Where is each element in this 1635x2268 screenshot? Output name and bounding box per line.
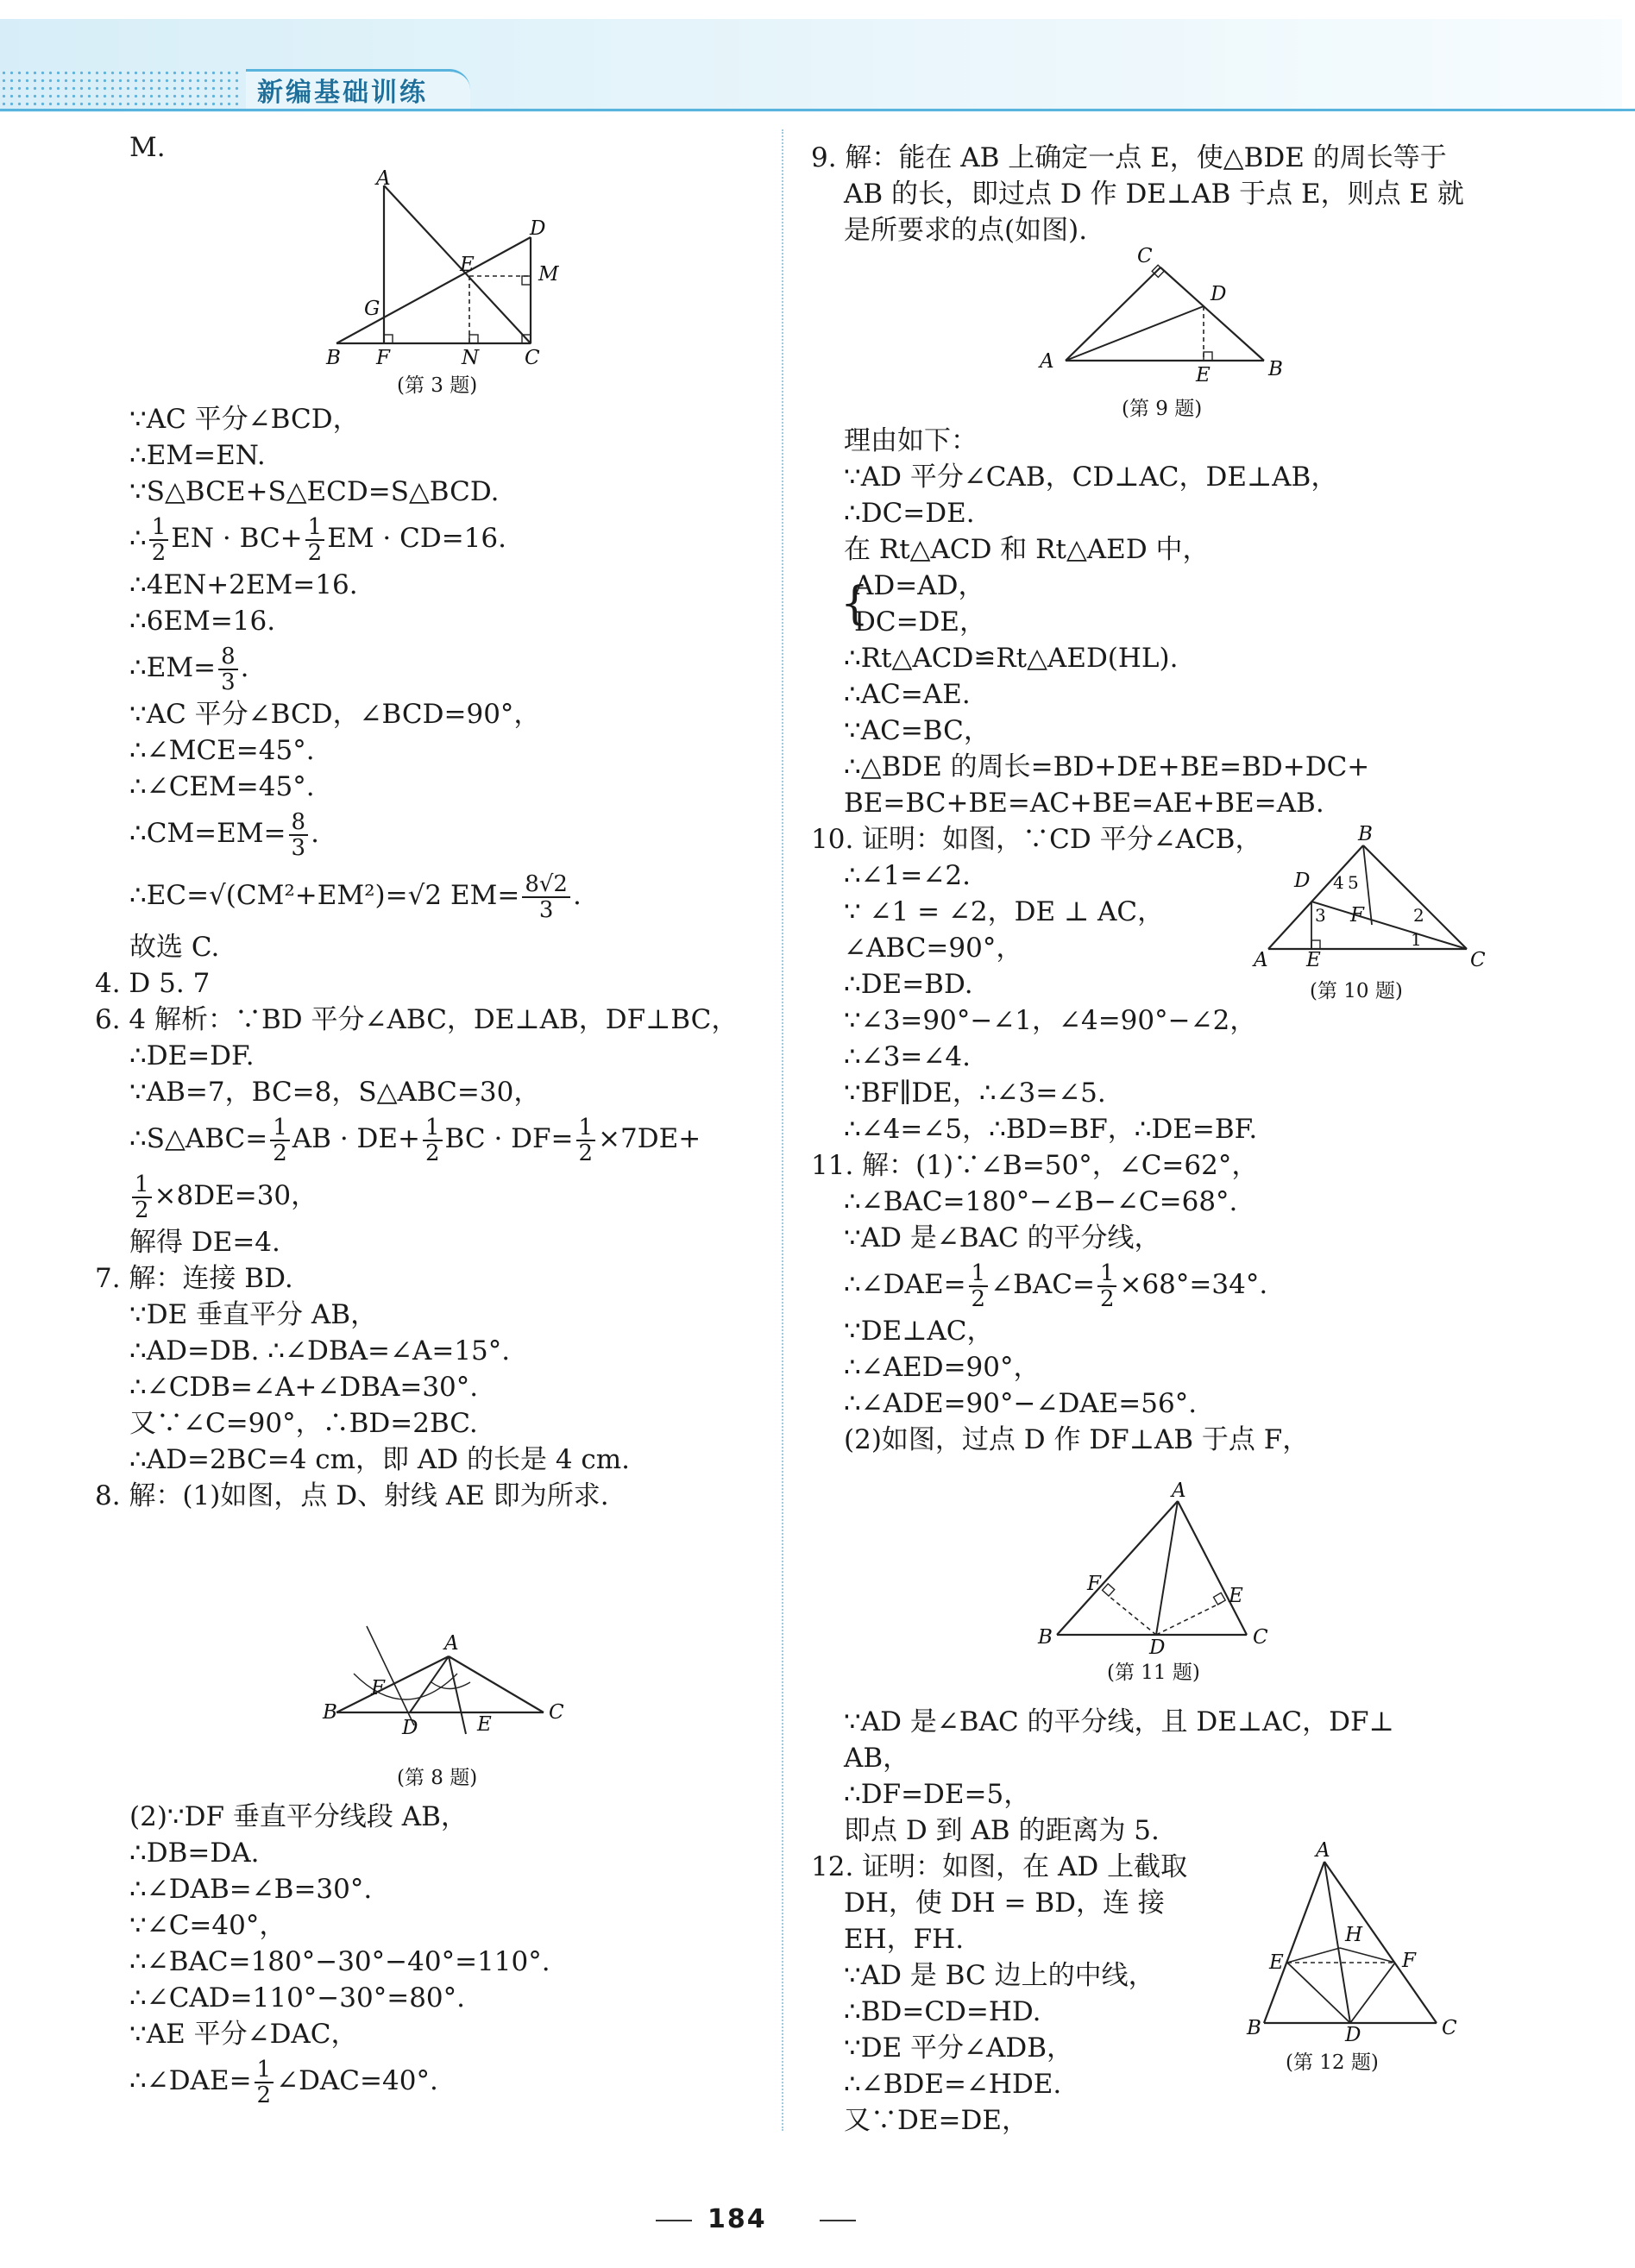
figure-11 — [1035, 1480, 1294, 1684]
text-line: 11. 解：(1)∵∠B=50°，∠C=62°， — [811, 1150, 1259, 1181]
text-line: DH，使 DH = BD，连 接 — [844, 1888, 1165, 1919]
text-segment: ∴ — [129, 523, 147, 554]
angle-5: 5 — [1348, 872, 1359, 893]
label-D: D — [530, 217, 546, 240]
label-B: B — [1268, 358, 1283, 380]
text-segment: ∠BAC= — [990, 1269, 1095, 1300]
text-segment: ∠DAC=40°. — [276, 2065, 438, 2096]
text-line: 12. 证明：如图，在 AD 上截取 — [811, 1851, 1188, 1882]
label-A: A — [444, 1632, 459, 1655]
text-line: ∵∠3=90°−∠1，∠4=90°−∠2， — [844, 1005, 1257, 1036]
text-line: ∵DE⊥AC， — [844, 1316, 994, 1347]
figure-9-caption: (第 9 题) — [1122, 398, 1203, 420]
label-B: B — [1358, 823, 1373, 845]
page-number-rule-right — [820, 2220, 856, 2221]
text-segment: AD=AD， — [854, 570, 985, 601]
label-C: C — [1442, 2017, 1457, 2039]
text-line: (2)∵DF 垂直平分线段 AB， — [129, 1801, 468, 1832]
text-line: 10. 证明：如图，∵CD 平分∠ACB， — [811, 824, 1262, 855]
label-N: N — [462, 347, 480, 369]
label-F: F — [1402, 1950, 1416, 1972]
text-line — [129, 1167, 738, 1224]
label-A: A — [1172, 1480, 1186, 1502]
page-number-rule-left — [656, 2220, 692, 2221]
text-segment: ∴S△ABC= — [129, 1123, 268, 1154]
fraction: $\frac{1}{2}$ — [1097, 1261, 1117, 1311]
fraction: $\frac{1}{2}$ — [255, 2058, 274, 2108]
text-line: ∴∠1=∠2. — [844, 860, 971, 891]
figure-12 — [1238, 1839, 1462, 2074]
label-D: D — [1211, 283, 1227, 305]
text-segment: EM · CD=16. — [327, 523, 506, 554]
text-line: DC=DE， — [854, 606, 987, 638]
text-line: ∴∠4=∠5，∴BD=BF，∴DE=BF. — [844, 1114, 1258, 1145]
text-line: ∵AD 是∠BAC 的平分线， — [844, 1222, 1161, 1253]
text-line: ∴DC=DE. — [844, 498, 975, 529]
text-line: ∵AD 是∠BAC 的平分线，且 DE⊥AC，DF⊥ — [844, 1706, 1394, 1737]
text-line: ∴∠MCE=45°. — [129, 735, 315, 766]
label-E: E — [1229, 1585, 1243, 1607]
text-line: 9. 解：能在 AB 上确定一点 E，使△BDE 的周长等于 — [811, 142, 1447, 173]
figure-9 — [1035, 245, 1294, 420]
text-line: 是所要求的点(如图). — [844, 215, 1088, 246]
left-column-block-2 — [129, 1799, 550, 2109]
text-segment: ∴EM= — [129, 652, 217, 683]
fraction: $\frac{8√2}{3}$ — [522, 872, 570, 922]
text-line: ∵AD 平分∠CAB，CD⊥AC，DE⊥AB， — [844, 462, 1338, 493]
fraction: $\frac{1}{2}$ — [423, 1115, 443, 1165]
text-line: ∴AC=AE. — [844, 679, 971, 710]
label-C: C — [1137, 245, 1153, 267]
text-line: ∴EM=EN. — [129, 440, 266, 471]
angle-1: 1 — [1411, 929, 1422, 950]
text-segment: ×8DE=30， — [154, 1180, 318, 1211]
text-line: ∴∠CEM=45°. — [129, 771, 315, 802]
figure-11-caption: (第 11 题) — [1107, 1662, 1200, 1684]
label-A: A — [1040, 350, 1054, 373]
text-line: 8. 解：(1)如图，点 D、射线 AE 即为所求. — [95, 1480, 609, 1511]
figure-10-caption: (第 10 题) — [1310, 980, 1403, 1002]
text-line: EH，FH. — [844, 1924, 965, 1955]
text-segment: ∴CM=EM= — [129, 818, 286, 849]
fraction: $\frac{8}{3}$ — [289, 810, 309, 860]
label-A: A — [376, 167, 391, 190]
label-B: B — [326, 347, 341, 369]
angle-4: 4 — [1333, 872, 1344, 893]
page-number: 184 — [707, 2204, 767, 2234]
figure-12-diagram — [1238, 1839, 1462, 2046]
text-line: 又∵DE=DE， — [844, 2105, 1028, 2136]
text-line: ∵AE 平分∠DAC， — [129, 2019, 358, 2050]
text-line — [129, 862, 738, 929]
label-E: E — [1269, 1951, 1284, 1974]
text-line: AB， — [844, 1743, 910, 1774]
text-line: M. — [129, 132, 166, 163]
figure-8 — [319, 1622, 578, 1789]
text-line — [129, 1110, 738, 1167]
label-D: D — [1345, 2024, 1361, 2046]
text-line: ∵AC=BC， — [844, 715, 990, 746]
text-line: 7. 解：连接 BD. — [95, 1263, 293, 1294]
text-line: ∴∠3=∠4. — [844, 1041, 971, 1072]
fraction: $\frac{1}{2}$ — [149, 515, 169, 565]
label-D: D — [1294, 870, 1311, 892]
text-line: ∵∠C=40°， — [129, 1910, 286, 1941]
text-line: ∴∠BAC=180°−∠B−∠C=68°. — [844, 1186, 1238, 1217]
label-C: C — [1470, 949, 1486, 971]
text-segment: ∴∠DAE= — [844, 1269, 966, 1300]
figure-10 — [1251, 823, 1486, 1002]
text-line: ∴BD=CD=HD. — [844, 1996, 1041, 2027]
header-band — [0, 19, 1622, 112]
right-column-block-1 — [811, 140, 1464, 248]
left-column — [129, 129, 166, 166]
fraction: $\frac{1}{2}$ — [132, 1172, 152, 1222]
text-line — [129, 510, 738, 567]
text-line: 解得 DE=4. — [129, 1227, 280, 1258]
text-line — [129, 2052, 550, 2109]
text-line: ∴AD=2BC=4 cm，即 AD 的长是 4 cm. — [129, 1444, 631, 1475]
fraction: $\frac{8}{3}$ — [218, 644, 238, 694]
label-B: B — [1038, 1626, 1053, 1649]
text-line: 6. 4 解析：∵BD 平分∠ABC，DE⊥AB，DF⊥BC， — [95, 1004, 739, 1035]
label-E: E — [1196, 364, 1211, 386]
text-line: ∴DF=DE=5， — [844, 1779, 1031, 1810]
text-line: ∴DB=DA. — [129, 1838, 260, 1869]
text-segment: ×7DE+ — [598, 1123, 701, 1154]
text-line: ∴∠CAD=110°−30°=80°. — [129, 1982, 465, 2014]
figure-9-diagram — [1035, 245, 1294, 388]
text-line: ∴△BDE 的周长=BD+DE+BE=BD+DC+ — [844, 751, 1370, 782]
label-C: C — [1253, 1626, 1268, 1649]
column-divider — [782, 129, 783, 2131]
text-line: ∴AD=DB. ∴∠DBA=∠A=15°. — [129, 1335, 511, 1366]
label-A: A — [1316, 1839, 1330, 1862]
figure-11-diagram — [1035, 1480, 1294, 1659]
label-B: B — [1247, 2017, 1261, 2039]
label-C: C — [525, 347, 540, 369]
text-segment: ∴EC=√(CM²+EM²)=√2 EM= — [129, 880, 520, 911]
label-E: E — [477, 1713, 492, 1736]
text-line: ∴∠BAC=180°−30°−40°=110°. — [129, 1946, 550, 1977]
label-H: H — [1345, 1924, 1363, 1946]
text-line: 故选 C. — [129, 932, 220, 963]
label-F: F — [376, 347, 390, 369]
text-segment: . — [311, 818, 319, 849]
text-line: ∴DE=BD. — [844, 969, 973, 1000]
text-line: BE=BC+BE=AC+BE=AE+BE=AB. — [844, 788, 1324, 819]
text-segment: ×68°=34°. — [1119, 1269, 1268, 1300]
text-line: ∵ ∠1 = ∠2，DE ⊥ AC， — [844, 896, 1165, 927]
text-segment: . — [572, 880, 582, 911]
text-line: 又∵∠C=90°，∴BD=2BC. — [129, 1408, 478, 1439]
text-line: ∠ABC=90°， — [844, 933, 1023, 964]
header-title: 新编基础训练 — [257, 78, 428, 108]
text-line — [844, 1256, 1369, 1313]
figure-8-caption: (第 8 题) — [397, 1767, 478, 1789]
text-segment: ∴∠DAE= — [129, 2065, 252, 2096]
left-column-block-1 — [95, 401, 739, 1514]
label-F: F — [1350, 904, 1364, 927]
text-line: ∴DE=DF. — [129, 1040, 255, 1071]
text-line: ∴∠CDB=∠A+∠DBA=30°. — [129, 1372, 479, 1403]
text-line: 在 Rt△ACD 和 Rt△AED 中， — [844, 534, 1210, 565]
label-G: G — [364, 298, 380, 320]
text-line: ∵DE 平分∠ADB， — [844, 2032, 1074, 2064]
fraction: $\frac{1}{2}$ — [305, 515, 325, 565]
fraction: $\frac{1}{2}$ — [576, 1115, 596, 1165]
text-line: 即点 D 到 AB 的距离为 5. — [844, 1815, 1160, 1846]
text-line: ∵AD 是 BC 边上的中线， — [844, 1960, 1155, 1991]
figure-10-diagram — [1251, 823, 1486, 975]
angle-2: 2 — [1413, 905, 1424, 926]
text-segment: AB · DE+ — [292, 1123, 420, 1154]
text-line — [129, 805, 738, 862]
label-A: A — [1254, 949, 1268, 971]
label-F: F — [1087, 1573, 1101, 1595]
text-line: ∴Rt△ACD≌Rt△AED(HL). — [844, 643, 1179, 674]
fraction: $\frac{1}{2}$ — [969, 1261, 989, 1311]
text-line: ∴6EM=16. — [129, 606, 276, 637]
page-header — [0, 0, 1635, 116]
label-F: F — [371, 1677, 385, 1699]
label-D: D — [1149, 1637, 1166, 1659]
figure-12-caption: (第 12 题) — [1286, 2051, 1379, 2074]
text-segment: BC · DF= — [444, 1123, 574, 1154]
text-line: ∴∠ADE=90°−∠DAE=56°. — [844, 1388, 1198, 1419]
text-line: 4. D 5. 7 — [95, 968, 211, 999]
text-line: ∵DE 垂直平分 AB， — [129, 1299, 378, 1330]
text-segment: EN · BC+ — [171, 523, 303, 554]
text-line: ∵S△BCE+S△ECD=S△BCD. — [129, 476, 500, 507]
figure-3 — [319, 167, 578, 397]
label-C: C — [549, 1701, 564, 1724]
angle-3: 3 — [1315, 905, 1326, 926]
text-line: ∴∠AED=90°， — [844, 1352, 1041, 1383]
figure-3-caption: (第 3 题) — [397, 374, 478, 397]
label-M: M — [538, 263, 559, 286]
text-line: ∴4EN+2EM=16. — [129, 569, 358, 600]
text-line: AB 的长，即过点 D 作 DE⊥AB 于点 E，则点 E 就 — [844, 179, 1464, 210]
text-line: ∴∠BDE=∠HDE. — [844, 2069, 1062, 2100]
label-E: E — [1306, 949, 1321, 971]
text-line — [129, 639, 738, 696]
text-line: ∵AC 平分∠BCD，∠BCD=90°， — [129, 699, 541, 730]
figure-3-diagram — [319, 167, 578, 369]
label-B: B — [323, 1701, 337, 1724]
text-segment: . — [240, 652, 249, 683]
label-E: E — [460, 254, 475, 276]
fraction: $\frac{1}{2}$ — [270, 1115, 290, 1165]
header-dot-pattern — [0, 69, 242, 107]
brace-icon: { — [840, 578, 870, 630]
text-line: ∴∠DAB=∠B=30°. — [129, 1874, 373, 1905]
text-line: ∵BF∥DE，∴∠3=∠5. — [844, 1077, 1106, 1109]
text-line: ∵AC 平分∠BCD， — [129, 404, 360, 435]
text-line: ∵AB=7，BC=8，S△ABC=30， — [129, 1077, 541, 1108]
text-line: (2)如图，过点 D 作 DF⊥AB 于点 F， — [844, 1424, 1310, 1455]
label-D: D — [402, 1717, 418, 1739]
figure-8-diagram — [319, 1622, 578, 1751]
header-rule — [0, 109, 1635, 111]
text-line: 理由如下： — [844, 425, 978, 456]
